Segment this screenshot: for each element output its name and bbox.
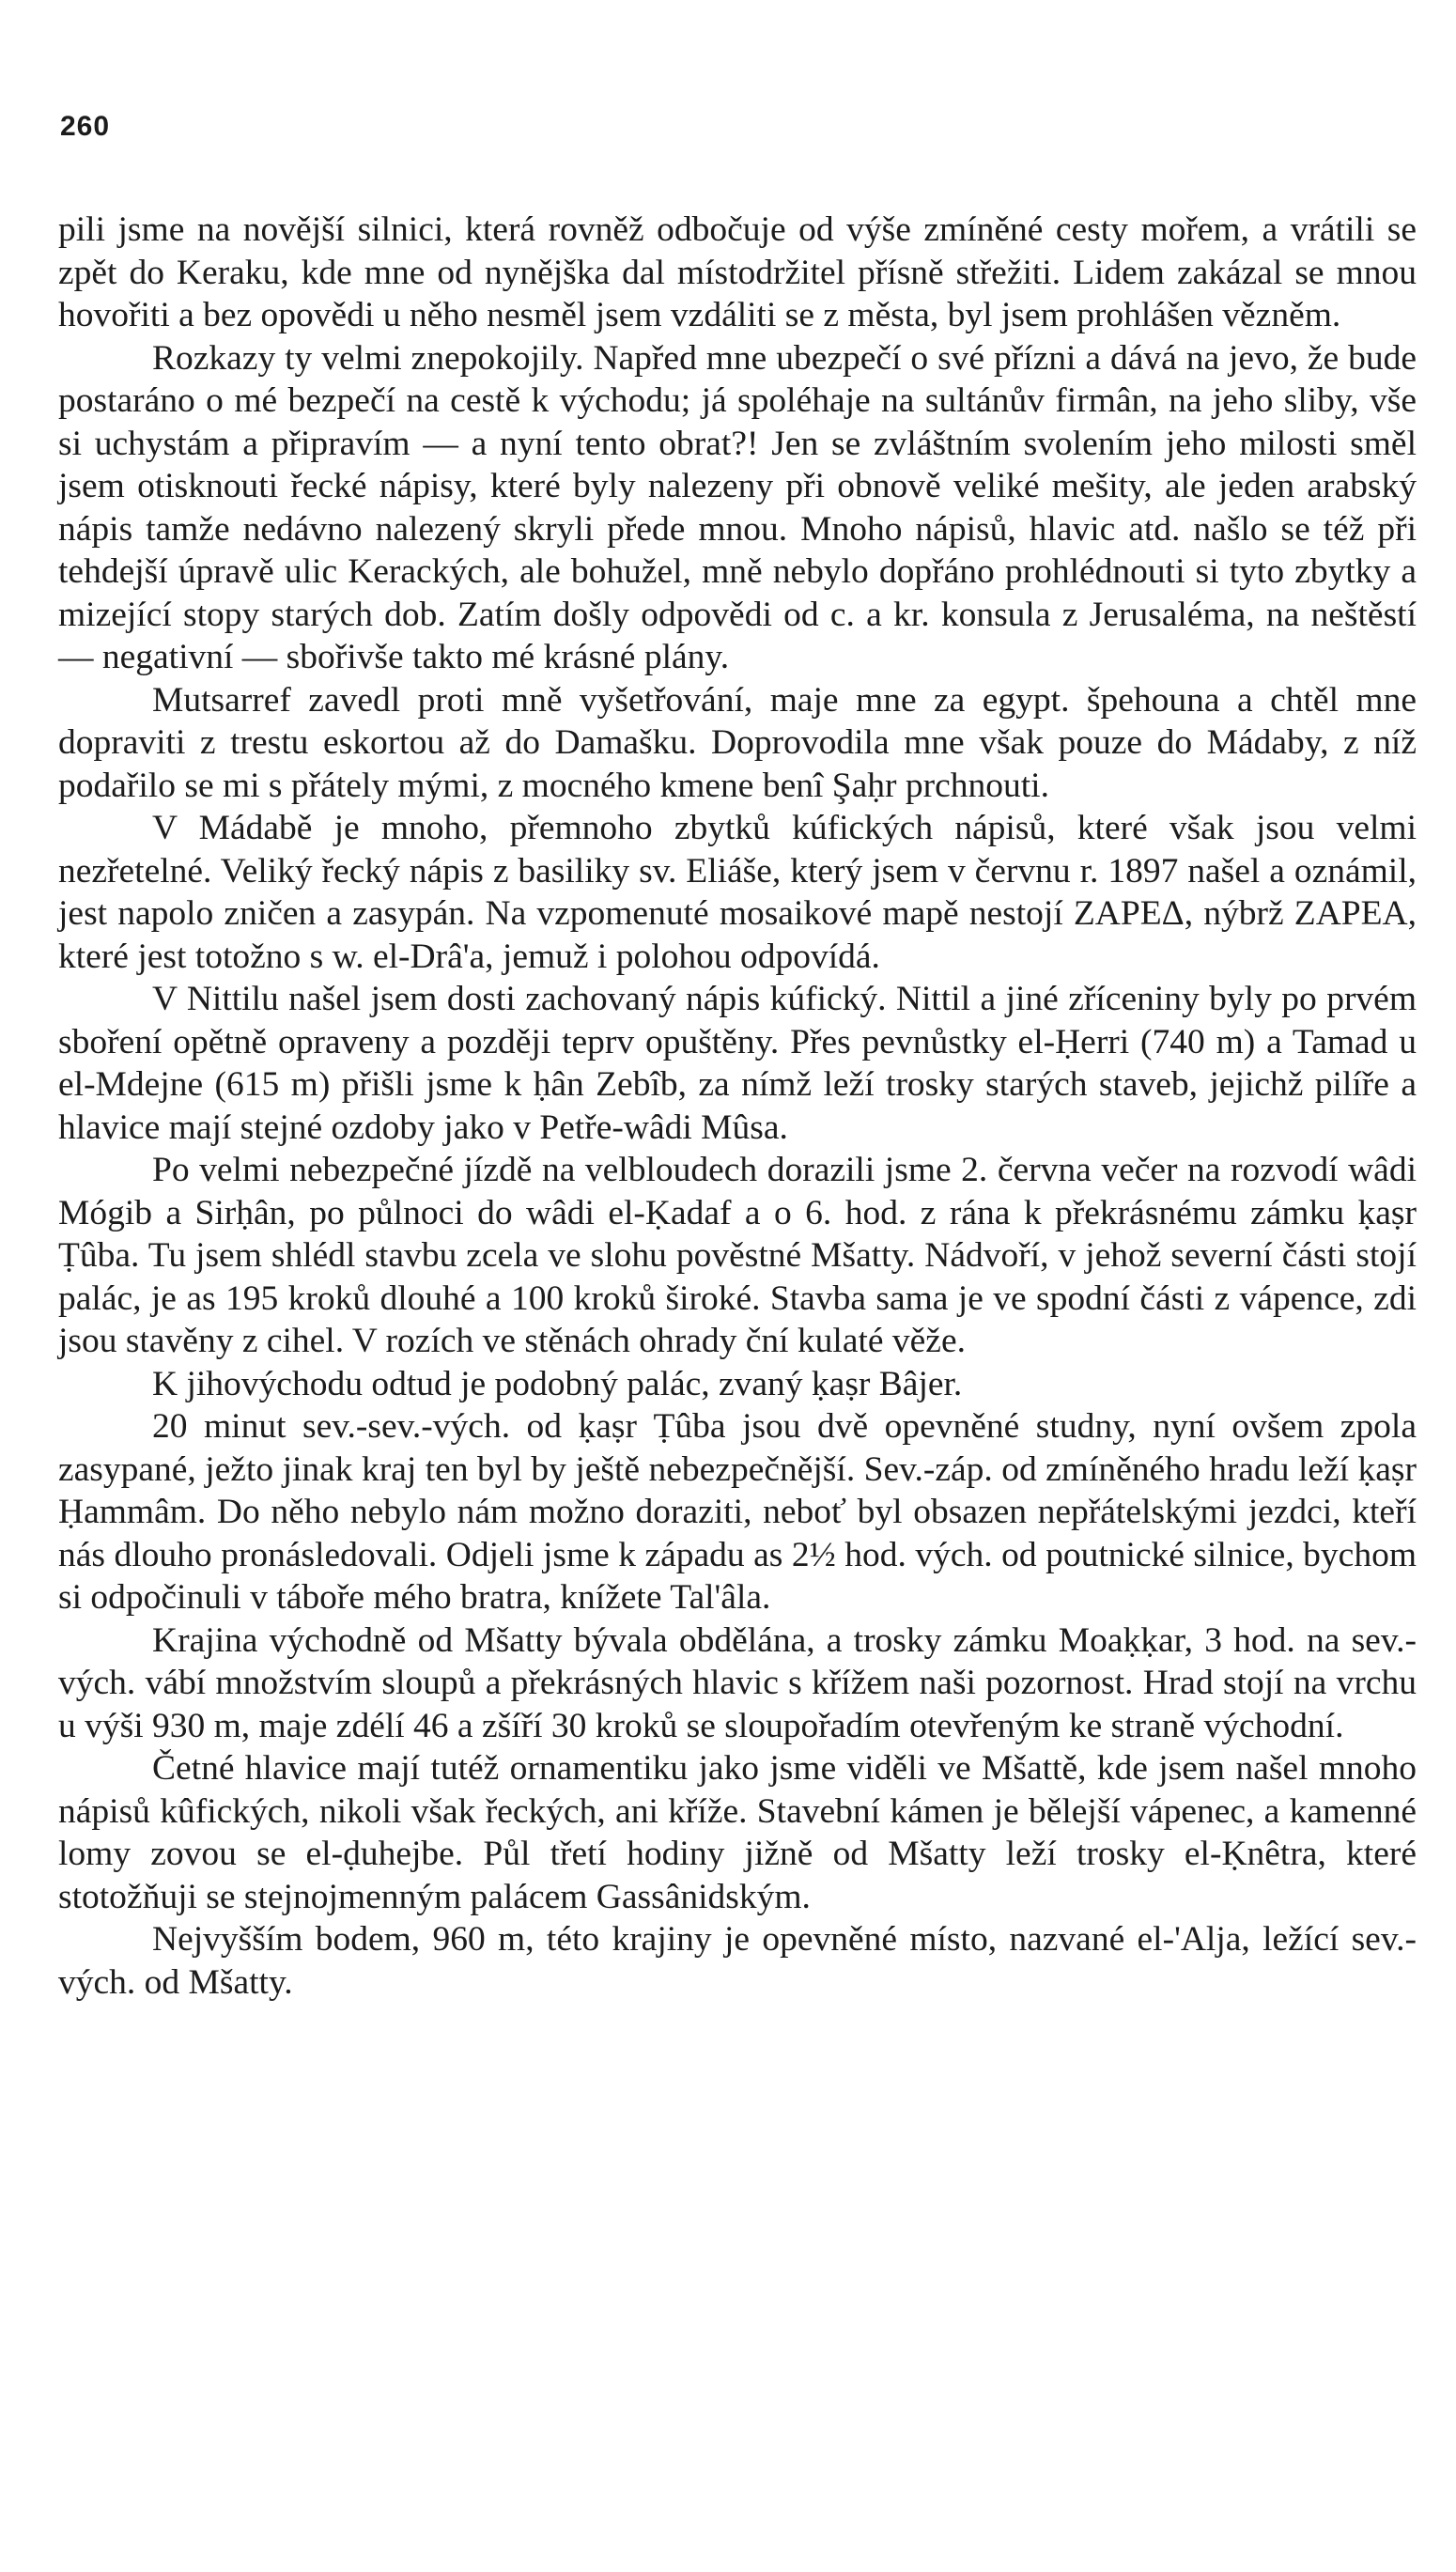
paragraph-3: Mutsarref zavedl proti mně vyšetřování, maje mne za egypt. špehouna a chtěl mne dopraviti z trestu eskortou až do Damašku. Doprovodila mne však pouze do Mádaby, z níž podařilo se mi s přátely mými, z mocného kmene benî Şaḥr prchnouti. [58, 680, 1417, 805]
paragraph-9: Krajina východně od Mšatty bývala obdělána, a trosky zámku Moaḳḳar, 3 hod. na sev.-vých. vábí množstvím sloupů a překrásných hlavic s křížem naši pozornost. Hrad stojí na vrchu u výši 930 m, maje zdélí 46 a zšíří 30 kroků se sloupořadím otevřeným ke straně východní. [58, 1620, 1417, 1745]
paragraph-6: Po velmi nebezpečné jízdě na velbloudech dorazili jsme 2. června večer na rozvodí wâdi Mógib a Sirḥân, po půlnoci do wâdi el-Ḳadaf a o 6. hod. z rána k překrásnému zámku ḳaṣr Ṭûba. Tu jsem shlédl stavbu zcela ve slohu pověstné Mšatty. Nádvoří, v jehož severní části stojí palác, je as 195 kroků dlouhé a 100 kroků široké. Stavba sama je ve spodní části z vápence, zdi jsou stavěny z cihel. V rozích ve stěnách ohrady ční kulaté věže. [58, 1151, 1417, 1360]
paragraph-8: 20 minut sev.-sev.-vých. od ḳaṣr Ṭûba jsou dvě opevněné studny, nyní ovšem zpola zasypané, ježto jinak kraj ten byl by ještě nebezpečnější. Sev.-záp. od zmíněného hradu leží ḳaṣr Ḥammâm. Do něho nebylo nám možno doraziti, neboť byl obsazen nepřátelskými jezdci, kteří nás dlouho pronásledovali. Odjeli jsme k západu as 2½ hod. vých. od poutnické silnice, bychom si odpočinuli v táboře mého bratra, knížete Tal'âla. [58, 1407, 1417, 1617]
paragraph-11: Nejvyšším bodem, 960 m, této krajiny je opevněné místo, nazvané el-'Alja, ležící sev.-vých. od Mšatty. [58, 1920, 1417, 2002]
page-number: 260 [60, 111, 111, 142]
paragraph-4: V Mádabě je mnoho, přemnoho zbytků kúfických nápisů, které však jsou velmi nezřetelné. Veliký řecký nápis z basiliky sv. Eliáše, který jsem v červnu r. 1897 našel a oznámil, jest napolo zničen a zasypán. Na vzpomenuté mosaikové mapě nestojí ΖΑΡΕΔ, nýbrž ΖΑΡΕΑ, které jest totožno s w. el-Drâ'a, jemuž i polohou odpovídá. [58, 809, 1417, 976]
paragraph-5: V Nittilu našel jsem dosti zachovaný nápis kúfický. Nittil a jiné zříceniny byly po prvém sboření opětně opraveny a později teprv opuštěny. Přes pevnůstky el-Ḥerri (740 m) a Tamad u el-Mdejne (615 m) přišli jsme k ḥân Zebîb, za nímž leží trosky starých staveb, jejichž pilíře a hlavice mají stejné ozdoby jako v Petře-wâdi Mûsa. [58, 980, 1417, 1147]
paragraph-2: Rozkazy ty velmi znepokojily. Napřed mne ubezpečí o své přízni a dává na jevo, že bude postaráno o mé bezpečí na cestě k východu; já spoléhaje na sultánův firmân, na jeho sliby, vše si uchystám a připravím — a nyní tento obrat?! Jen se zvláštním svolením jeho milosti směl jsem otisknouti řecké nápisy, které byly nalezeny při obnově veliké mešity, ale jeden arabský nápis tamže nedávno nalezený skryli přede mnou. Mnoho nápisů, hlavic atd. našlo se též při tehdejší úpravě ulic Kerackých, ale bohužel, mně nebylo dopřáno prohlédnouti si tyto zbytky a mizející stopy starých dob. Zatím došly odpovědi od c. a kr. konsula z Jerusaléma, na neštěstí — negativní — sbořivše takto mé krásné plány. [58, 338, 1417, 676]
paragraph-1: pili jsme na novější silnici, která rovněž odbočuje od výše zmíněné cesty mořem, a vrátili se zpět do Keraku, kde mne od nynějška dal místodržitel přísně střežiti. Lidem zakázal se mnou hovořiti a bez opovědi u něho nesměl jsem vzdáliti se z města, byl jsem prohlášen vězněm. [58, 210, 1417, 334]
paragraph-7: K jihovýchodu odtud je podobný palác, zvaný ḳaṣr Bâjer. [152, 1364, 963, 1403]
body-text [58, 209, 1417, 2004]
paragraph-10: Četné hlavice mají tutéž ornamentiku jako jsme viděli ve Mšattě, kde jsem našel mnoho nápisů kûfických, nikoli však řeckých, ani kříže. Stavební kámen je bělejší vápenec, a kamenné lomy zovou se el-ḍuhejbe. Půl třetí hodiny jižně od Mšatty leží trosky el-Ḳnêtra, které stotožňuji se stejnojmenným palácem Gassânidským. [58, 1749, 1417, 1916]
